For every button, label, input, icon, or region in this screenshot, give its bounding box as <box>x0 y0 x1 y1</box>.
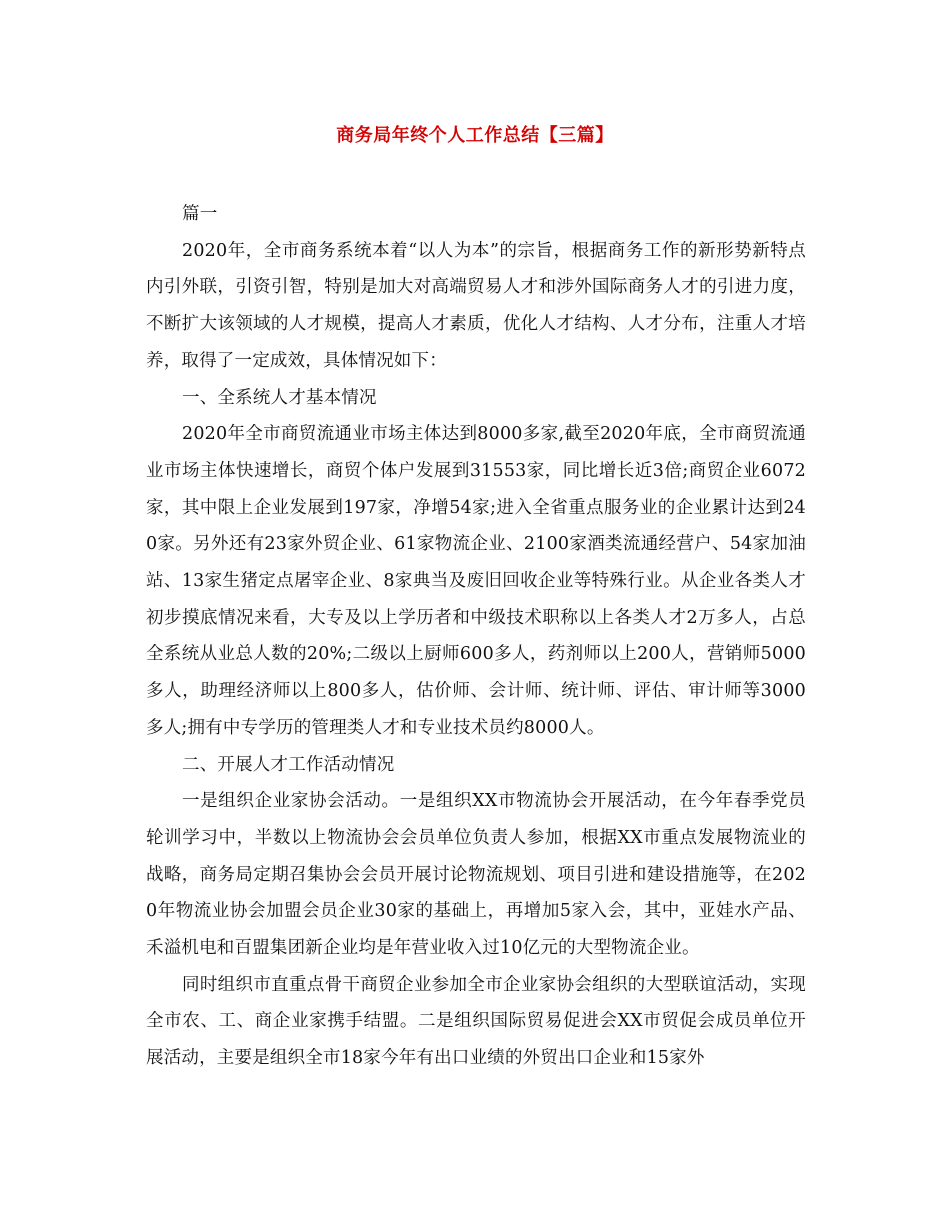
paragraph-intro: 2020年，全市商务系统本着“以人为本”的宗旨，根据商务工作的新形势新特点内引外联，引资引智，特别是加大对高端贸易人才和涉外国际商务人才的引进力度，不断扩大该领域的人才规模，提高人才素质，优化人才结构、人才分布，注重人才培养，取得了一定成效，具体情况如下： <box>146 240 806 371</box>
document-body <box>146 196 806 1077</box>
paragraph-trade-promotion: 同时组织市直重点骨干商贸企业参加全市企业家协会组织的大型联谊活动，实现全市农、工、商企业家携手结盟。二是组织国际贸易促进会XX市贸促会成员单位开展活动，主要是组织全市18家今年有出口业绩的外贸出口企业和15家外 <box>146 974 806 1069</box>
section-heading-talent-overview: 一、全系统人才基本情况 <box>182 387 377 408</box>
section-heading-part-one: 篇一 <box>182 204 218 224</box>
document-title: 商务局年终个人工作总结【三篇】 <box>336 125 614 146</box>
section-heading-talent-activities: 二、开展人才工作活动情况 <box>182 754 395 775</box>
paragraph-talent-overview: 2020年全市商贸流通业市场主体达到8000多家,截至2020年底，全市商贸流通业市场主体快速增长，商贸个体户发展到31553家，同比增长近3倍;商贸企业6072家，其中限上企业发展到197家，净增54家;进入全省重点服务业的企业累计达到240家。另外还有23家外贸企业、61家物流企业、2100家酒类流通经营户、54家加油站、13家生猪定点屠宰企业、8家典当及废旧回收企业等特殊行业。从企业各类人才初步摸底情况来看，大专及以上学历者和中级技术职称以上各类人才2万多人，占总全系统从业总人数的20%;二级以上厨师600多人，药剂师以上200人，营销师5000多人，助理经济师以上800多人，估价师、会计师、统计师、评估、审计师等3000多人;拥有中专学历的管理类人才和专业技术员约8000人。 <box>146 424 806 738</box>
paragraph-entrepreneur-association: 一是组织企业家协会活动。一是组织XX市物流协会开展活动，在今年春季党员轮训学习中，半数以上物流协会会员单位负责人参加，根据XX市重点发展物流业的战略，商务局定期召集协会会员开展讨论物流规划、项目引进和建设措施等，在2020年物流业协会加盟会员企业30家的基础上，再增加5家入会，其中，亚娃水产品、禾溢机电和百盟集团新企业均是年营业收入过10亿元的大型物流企业。 <box>146 791 806 959</box>
